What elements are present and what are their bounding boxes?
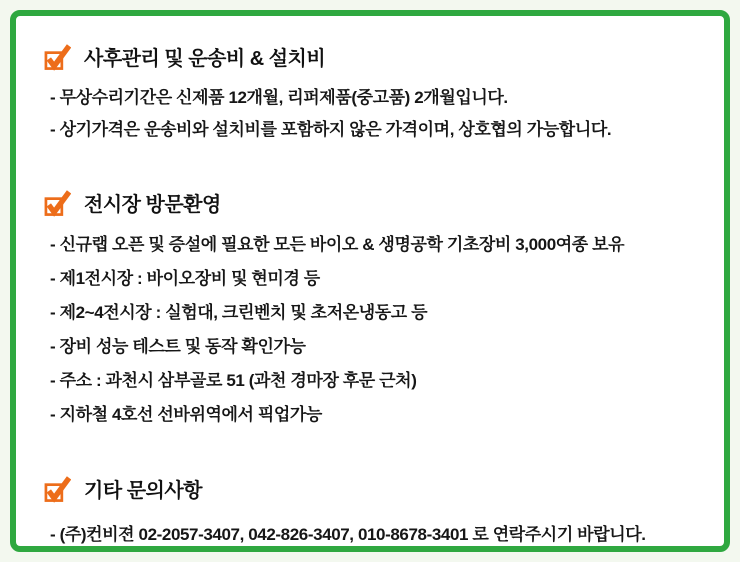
section-inquiries (44, 474, 698, 551)
checked-checkbox-icon (44, 189, 71, 217)
notice-line: - 신규랩 오픈 및 증설에 필요한 모든 바이오 & 생명공학 기초장비 3,000여종 보유 (50, 235, 625, 254)
checked-checkbox-icon (44, 43, 71, 71)
notice-card (10, 10, 730, 552)
section-aftercare-title-row (44, 42, 698, 71)
notice-line: - 상기가격은 운송비와 설치비를 포함하지 않은 가격이며, 상호협의 가능합니다. (50, 120, 612, 139)
section-aftercare-items (44, 82, 698, 146)
section-inquiries-items (44, 519, 698, 551)
section-inquiries-title-row (44, 474, 698, 503)
section-title: 전시장 방문환영 (84, 194, 221, 216)
section-showroom-items (44, 228, 698, 432)
notice-line: - 주소 : 과천시 삼부골로 51 (과천 경마장 후문 근처) (50, 371, 417, 390)
notice-line: - 제1전시장 : 바이오장비 및 현미경 등 (50, 269, 320, 288)
notice-line: - 무상수리기간은 신제품 12개월, 리퍼제품(중고품) 2개월입니다. (50, 88, 508, 107)
contact-phone-line: - (주)컨비젼 02-2057-3407, 042-826-3407, 010-8678-3401 로 연락주시기 바랍니다. (50, 525, 646, 544)
notice-line: - 지하철 4호선 선바위역에서 픽업가능 (50, 405, 322, 424)
notice-line: - 장비 성능 테스트 및 동작 확인가능 (50, 337, 306, 356)
section-showroom-title-row (44, 188, 698, 217)
checked-checkbox-icon (44, 475, 71, 503)
section-title: 사후관리 및 운송비 & 설치비 (84, 48, 326, 70)
notice-line: - 제2~4전시장 : 실험대, 크린벤치 및 초저온냉동고 등 (50, 303, 428, 322)
section-title: 기타 문의사항 (84, 480, 202, 502)
section-aftercare (44, 42, 698, 146)
section-showroom (44, 188, 698, 432)
